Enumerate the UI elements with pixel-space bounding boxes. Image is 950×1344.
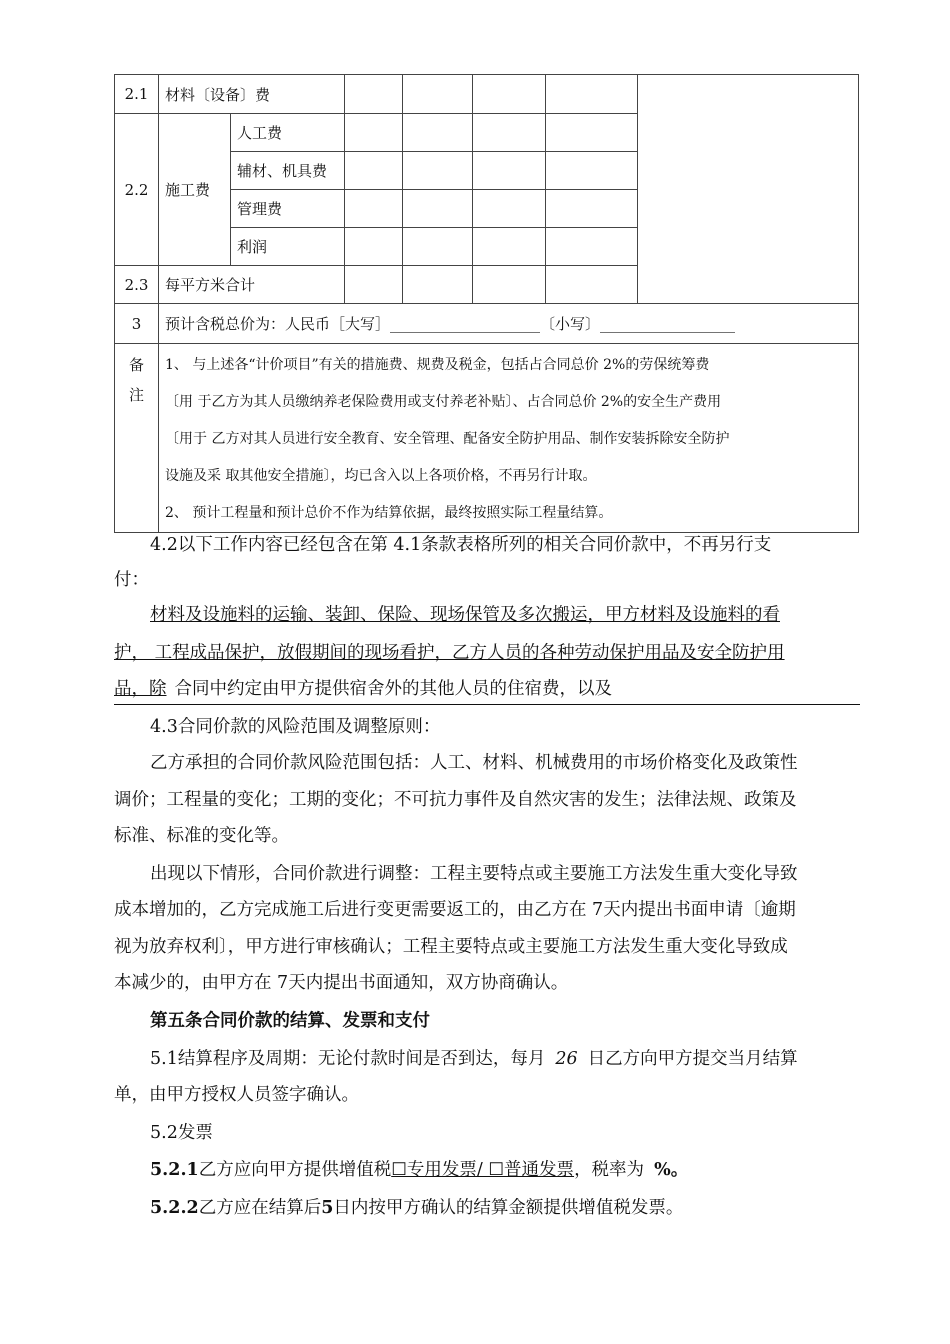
table-cell bbox=[546, 75, 638, 114]
table-cell bbox=[345, 114, 403, 152]
table-cell bbox=[403, 228, 473, 266]
remark-line: 设施及采 取其他安全措施〕，均已含入以上各项价格，不再另行计取。 bbox=[165, 468, 597, 484]
table-cell bbox=[345, 266, 403, 304]
table-cell bbox=[345, 228, 403, 266]
sub-label: 利润 bbox=[231, 228, 345, 266]
clause-text: 乙方应向甲方提供增值税 bbox=[198, 1160, 392, 1180]
capital-blank: ____________________ bbox=[390, 315, 541, 333]
tax-rate: %。 bbox=[654, 1160, 689, 1180]
clause-4-2: 4.2以下工作内容已经包含在第 4.1条款表格所列的相关合同价款中，不再另行支 bbox=[150, 535, 772, 555]
adjust-paragraph-line: 本减少的，由甲方在 7天内提出书面通知，双方协商确认。 bbox=[114, 973, 569, 993]
clause-4-2-cont: 付： bbox=[114, 570, 149, 590]
table-cell bbox=[345, 152, 403, 190]
table-cell bbox=[345, 190, 403, 228]
remarks-content bbox=[159, 344, 859, 533]
adjust-paragraph-line: 出现以下情形，合同价款进行调整：工程主要特点或主要施工方法发生重大变化导致 bbox=[150, 864, 798, 884]
table-cell bbox=[403, 114, 473, 152]
price-table bbox=[114, 74, 859, 533]
risk-paragraph-line: 调价；工程量的变化；工期的变化；不可抗力事件及自然灾害的发生；法律法规、政策及 bbox=[114, 790, 797, 810]
table-cell bbox=[345, 75, 403, 114]
sub-label: 管理费 bbox=[231, 190, 345, 228]
table-cell bbox=[473, 75, 546, 114]
remark-line: 〔用 于乙方为其人员缴纳养老保险费用或支付养老补贴〕、占合同总价 2%的安全生产费用 bbox=[165, 394, 722, 410]
clause-5-1-text: 日乙方向甲方提交当月结算 bbox=[587, 1049, 798, 1069]
included-items-line: 护， 工程成品保护，放假期间的现场看护，乙方人员的各种劳动保护用品及安全防护用 bbox=[114, 643, 785, 663]
risk-paragraph-line: 标准、标准的变化等。 bbox=[114, 826, 289, 846]
table-row bbox=[115, 75, 859, 114]
table-cell bbox=[473, 266, 546, 304]
invoice-days: 5 bbox=[321, 1198, 334, 1218]
included-items-line bbox=[114, 676, 860, 705]
table-cell bbox=[403, 75, 473, 114]
table-cell bbox=[546, 266, 638, 304]
clause-5-1-text: 5.1结算程序及周期：无论付款时间是否到达，每月 bbox=[150, 1049, 546, 1069]
remarks-label-char: 注 bbox=[128, 386, 144, 404]
clause-text: ，税率为 bbox=[574, 1160, 645, 1180]
remark-line: 2、 预计工程量和预计总价不作为结算依据，最终按照实际工程量结算。 bbox=[165, 505, 613, 521]
included-items-text: 品，除 bbox=[114, 679, 167, 699]
adjust-paragraph-line: 视为放弃权利〕，甲方进行审核确认；工程主要特点或主要施工方法发生重大变化导致成 bbox=[114, 937, 788, 957]
row-number: 2.2 bbox=[115, 114, 159, 266]
table-cell bbox=[546, 114, 638, 152]
table-cell bbox=[546, 190, 638, 228]
table-row bbox=[115, 304, 859, 344]
remark-line: 1、 与上述各“计价项目”有关的措施费、规费及税金，包括占合同总价 2%的劳保统筹费 bbox=[165, 357, 710, 373]
row-label: 施工费 bbox=[159, 114, 231, 266]
clause-4-3: 4.3合同价款的风险范围及调整原则： bbox=[150, 717, 441, 737]
clause-5-2-2 bbox=[150, 1195, 896, 1221]
table-cell bbox=[473, 114, 546, 152]
table-cell bbox=[473, 228, 546, 266]
article-5-heading: 第五条合同价款的结算、发票和支付 bbox=[150, 1011, 430, 1031]
risk-paragraph-line: 乙方承担的合同价款风险范围包括：人工、材料、机械费用的市场价格变化及政策性 bbox=[150, 753, 798, 773]
table-cell bbox=[403, 190, 473, 228]
sub-label: 人工费 bbox=[231, 114, 345, 152]
included-items-text: 合同中约定由甲方提供宿舍外的其他人员的住宿费，以及 bbox=[174, 679, 612, 699]
clause-number: 5.2.2 bbox=[150, 1198, 199, 1218]
row-label: 每平方米合计 bbox=[159, 266, 345, 304]
table-cell bbox=[403, 152, 473, 190]
settlement-day: 26 bbox=[555, 1049, 578, 1069]
clause-number: 5.2.1 bbox=[150, 1160, 199, 1180]
row-number: 2.3 bbox=[115, 266, 159, 304]
table-cell bbox=[473, 190, 546, 228]
table-cell bbox=[546, 228, 638, 266]
digit-blank: __________________ bbox=[600, 315, 736, 333]
total-price-label: 预计含税总价为：人民币［大写］ bbox=[165, 315, 391, 333]
clause-text: 日内按甲方确认的结算金额提供增值税发票。 bbox=[333, 1198, 684, 1218]
adjust-paragraph-line: 成本增加的，乙方完成施工后进行变更需要返工的，由乙方在 7天内提出书面申请〔逾期 bbox=[114, 900, 796, 920]
clause-text: 乙方应在结算后 bbox=[198, 1198, 322, 1218]
row-number: 3 bbox=[115, 304, 159, 344]
remarks-label bbox=[115, 344, 159, 533]
total-price-cell bbox=[159, 304, 859, 344]
remarks-label-char: 备 bbox=[128, 356, 144, 374]
invoice-type-options: ☐专用发票/ ☐普通发票 bbox=[391, 1160, 575, 1180]
included-items-line: 材料及设施料的运输、装卸、保险、现场保管及多次搬运，甲方材料及设施料的看 bbox=[150, 605, 780, 625]
small-label: 〔小写〕 bbox=[540, 315, 601, 333]
table-cell bbox=[638, 75, 859, 304]
clause-5-2-1 bbox=[150, 1157, 896, 1183]
sub-label: 辅材、机具费 bbox=[231, 152, 345, 190]
table-row bbox=[115, 344, 859, 533]
row-number: 2.1 bbox=[115, 75, 159, 114]
remark-line: 〔用于 乙方对其人员进行安全教育、安全管理、配备安全防护用品、制作安装拆除安全防护 bbox=[165, 431, 730, 447]
clause-5-1-cont: 单，由甲方授权人员签字确认。 bbox=[114, 1085, 359, 1105]
table-cell bbox=[473, 152, 546, 190]
clause-5-2: 5.2发票 bbox=[150, 1123, 213, 1143]
clause-5-1 bbox=[150, 1046, 896, 1072]
table-cell bbox=[403, 266, 473, 304]
row-label: 材料〔设备〕费 bbox=[159, 75, 345, 114]
table-cell bbox=[546, 152, 638, 190]
